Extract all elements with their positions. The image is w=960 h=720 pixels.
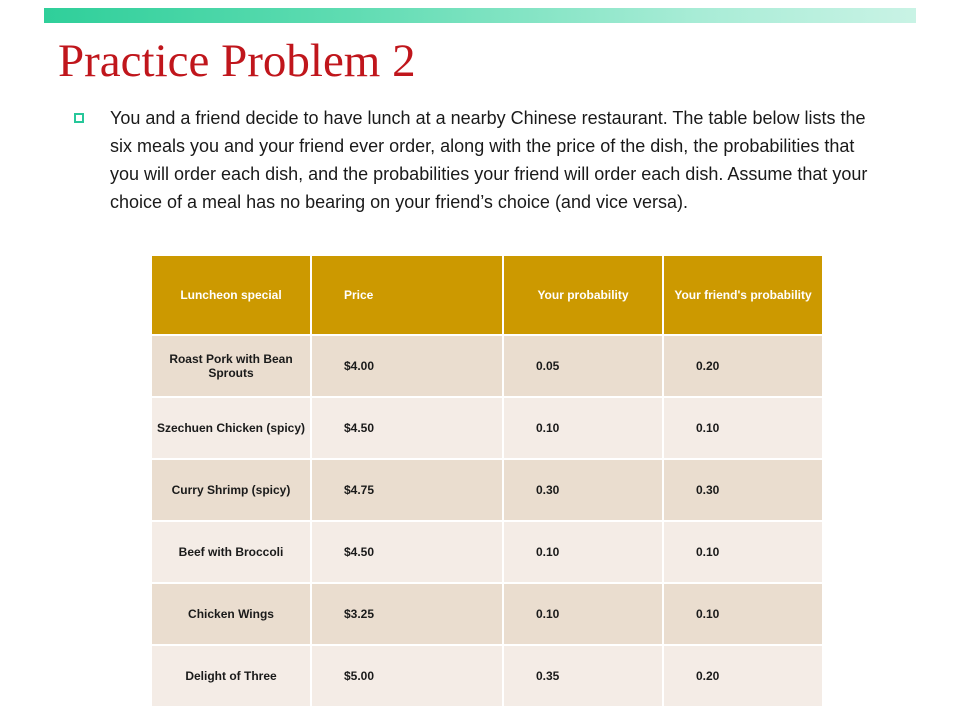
your-probability-cell: 0.05 [503,335,663,397]
header-price: Price [311,256,503,335]
table-row [152,397,822,459]
header-your-probability: Your probability [503,256,663,335]
table-header-row [152,256,822,335]
table-row [152,645,822,707]
meal-name-cell: Curry Shrimp (spicy) [152,459,311,521]
your-probability-cell: 0.10 [503,521,663,583]
meal-name-cell: Beef with Broccoli [152,521,311,583]
meal-table [152,256,822,708]
header-luncheon-special: Luncheon special [152,256,311,335]
your-probability-cell: 0.30 [503,459,663,521]
price-cell: $4.00 [311,335,503,397]
table-row [152,335,822,397]
price-cell: $4.75 [311,459,503,521]
your-probability-cell: 0.10 [503,397,663,459]
price-cell: $3.25 [311,583,503,645]
friend-probability-cell: 0.30 [663,459,822,521]
table-row [152,583,822,645]
friend-probability-cell: 0.10 [663,397,822,459]
meal-name-cell: Roast Pork with Bean Sprouts [152,335,311,397]
your-probability-cell: 0.10 [503,583,663,645]
bullet-paragraph [74,104,874,216]
hollow-square-bullet-icon [74,113,84,123]
top-accent-bar [44,8,916,23]
friend-probability-cell: 0.20 [663,645,822,707]
header-friend-probability: Your friend's probability [663,256,822,335]
meal-name-cell: Delight of Three [152,645,311,707]
your-probability-cell: 0.35 [503,645,663,707]
friend-probability-cell: 0.10 [663,521,822,583]
price-cell: $5.00 [311,645,503,707]
table-row [152,521,822,583]
price-cell: $4.50 [311,397,503,459]
meal-name-cell: Szechuen Chicken (spicy) [152,397,311,459]
bullet-text: You and a friend decide to have lunch at a nearby Chinese restaurant. The table below lists the six meals you and your friend ever order, along with the price of the dish, the probabilities that you will order each dish, and the probabilities your friend will order each dish. Assume that your choice of a meal has no bearing on your friend’s choice (and vice versa). [110,108,868,212]
price-cell: $4.50 [311,521,503,583]
friend-probability-cell: 0.10 [663,583,822,645]
slide-title: Practice Problem 2 [58,35,416,87]
friend-probability-cell: 0.20 [663,335,822,397]
meal-name-cell: Chicken Wings [152,583,311,645]
table-row [152,459,822,521]
